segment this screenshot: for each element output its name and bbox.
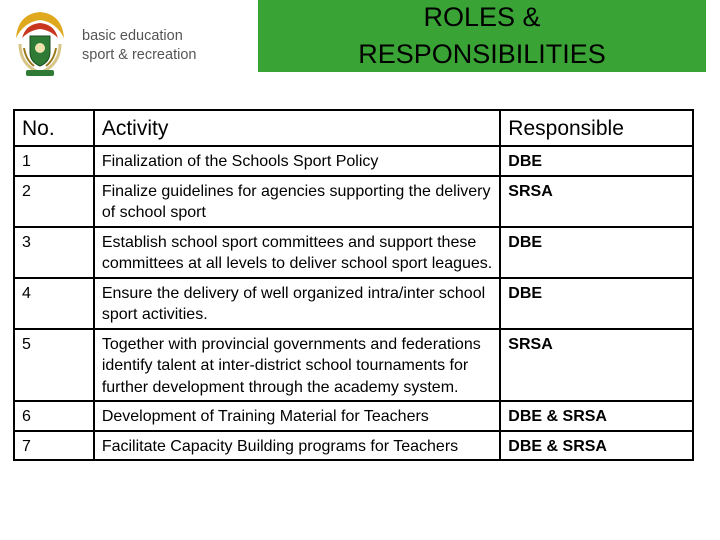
row-activity: Establish school sport committees and support these committees at all levels to deliver school sport leagues. [94,227,500,278]
row-responsible: DBE [500,278,693,329]
header-no: No. [14,110,94,146]
row-number: 3 [14,227,94,278]
title-banner [258,0,706,72]
row-activity: Together with provincial governments and federations identify talent at inter-district school tournaments for further development through the academy system. [94,329,500,402]
table-row [14,431,693,461]
title-line-1: ROLES & [423,2,541,32]
row-responsible: DBE & SRSA [500,431,693,461]
row-responsible: SRSA [500,329,693,402]
coat-of-arms-logo [8,8,72,80]
row-number: 7 [14,431,94,461]
row-number: 2 [14,176,94,227]
row-responsible: DBE [500,227,693,278]
row-number: 1 [14,146,94,176]
row-activity: Development of Training Material for Teachers [94,401,500,431]
table-row [14,176,693,227]
org-line-2: sport & recreation [82,47,197,63]
row-responsible: DBE [500,146,693,176]
table-row [14,146,693,176]
table-row [14,329,693,402]
table-header-row [14,110,693,146]
row-activity: Facilitate Capacity Building programs for Teachers [94,431,500,461]
table-row [14,227,693,278]
row-number: 5 [14,329,94,402]
roles-table [13,109,694,461]
row-activity: Ensure the delivery of well organized intra/inter school sport activities. [94,278,500,329]
header-responsible: Responsible [500,110,693,146]
organization-name [82,27,196,65]
title-line-2: RESPONSIBILITIES [358,39,606,69]
row-responsible: DBE & SRSA [500,401,693,431]
table-row [14,401,693,431]
row-responsible: SRSA [500,176,693,227]
row-activity: Finalize guidelines for agencies supporting the delivery of school sport [94,176,500,227]
row-number: 6 [14,401,94,431]
header-activity: Activity [94,110,500,146]
org-line-1: basic education [82,28,183,44]
row-activity: Finalization of the Schools Sport Policy [94,146,500,176]
table-row [14,278,693,329]
row-number: 4 [14,278,94,329]
